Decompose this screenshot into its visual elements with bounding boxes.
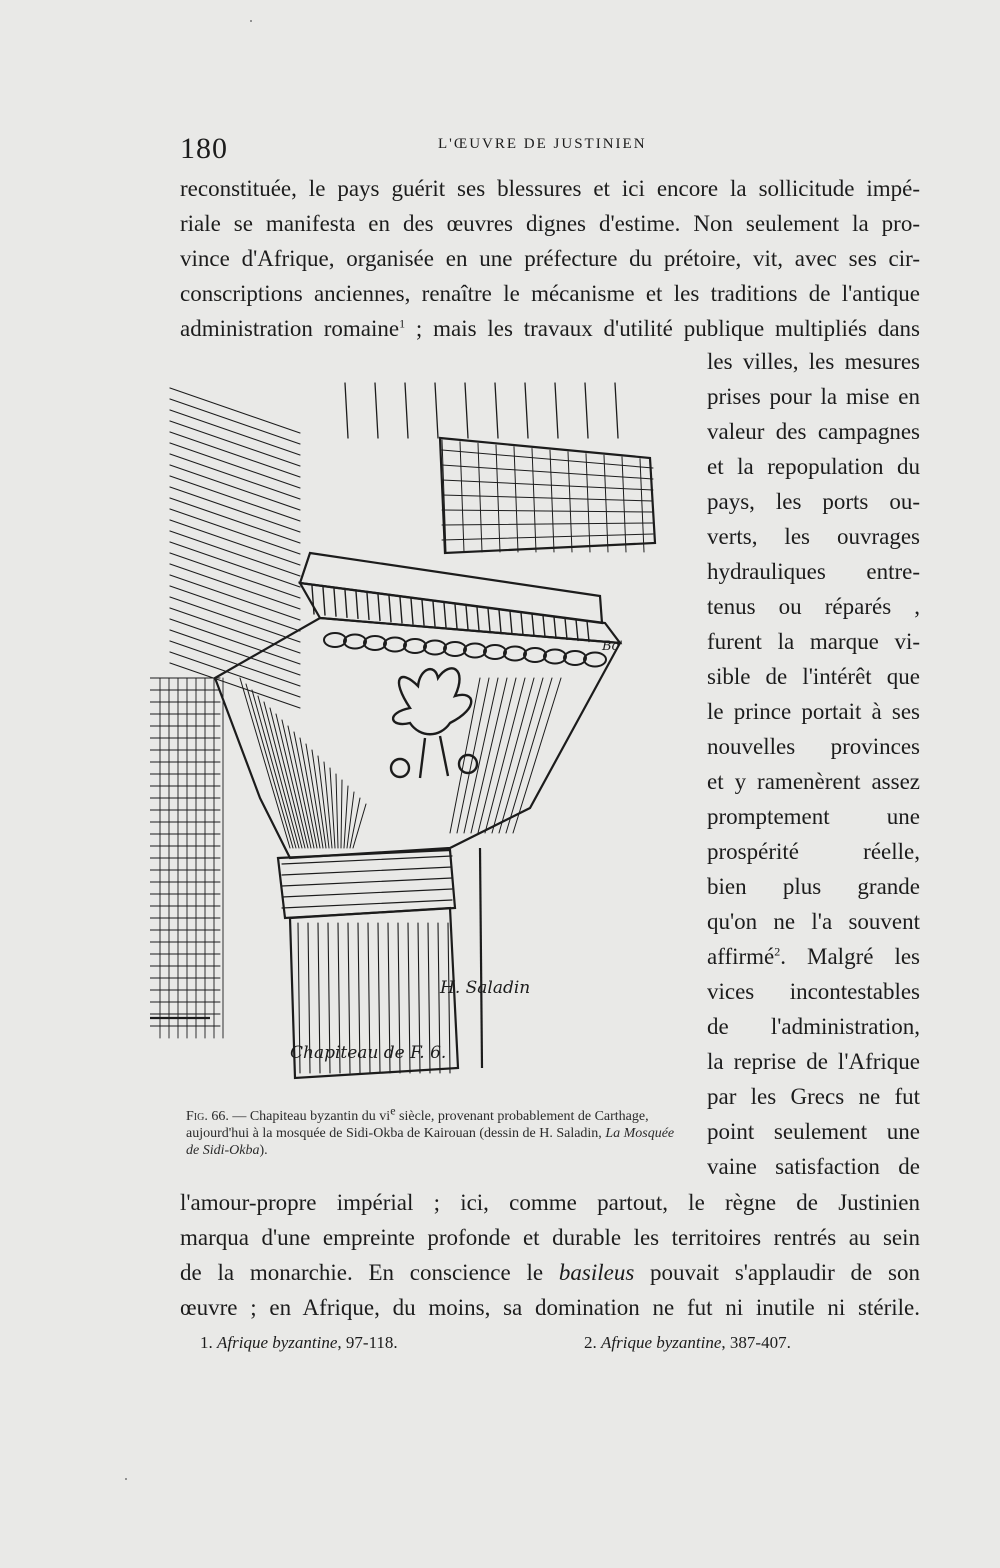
ceiling-stroke: [525, 383, 528, 438]
impost-fringe: [576, 620, 578, 641]
braid-loop: [464, 644, 486, 658]
wall-hatch-line: [170, 597, 300, 642]
body-line: œuvre ; en Afrique, du moins, sa domination ne fut ni inutile ni stérile.: [180, 1295, 920, 1320]
footnote-ref: 1: [399, 316, 406, 331]
body-line-with-note: [180, 312, 920, 346]
caption-italic-title: La Mosquée de Sidi-Okba: [186, 1126, 675, 1158]
braid-loop: [524, 648, 546, 662]
braid-loop: [424, 641, 446, 655]
astragal-line: [282, 900, 452, 908]
side-line: bien plus grande: [707, 874, 920, 899]
side-line: promptement une: [707, 804, 920, 829]
braid-loop: [404, 639, 426, 653]
wall-hatch-line: [170, 531, 300, 576]
wall-hatch-line: [170, 608, 300, 653]
caption-text: siècle, provenant probablement de Carthage, aujourd'hui à la mosquée de Sidi-Okba de Kairouan (dessin de H. Saladin,: [186, 1109, 649, 1141]
beam-grid-line: [478, 443, 482, 552]
body-text: affirmé: [707, 944, 775, 969]
impost-fringe: [444, 603, 446, 627]
ceiling-stroke: [435, 383, 438, 438]
basket-hatch: [246, 684, 293, 848]
side-line: verts, les ouvrages: [707, 524, 920, 549]
wall-hatch-line: [170, 586, 300, 631]
basket-hatch: [306, 744, 323, 848]
footnote-number: 2.: [584, 1333, 601, 1352]
figure-caption: [186, 1103, 686, 1159]
wall-hatch-line: [170, 399, 300, 444]
impost-fringe: [400, 597, 402, 623]
impost-fringe: [543, 615, 545, 637]
italic-term: basileus: [558, 1260, 635, 1285]
side-line: le prince portait à ses: [707, 699, 920, 724]
beam-grid-line: [442, 495, 653, 501]
impost-fringe: [367, 593, 369, 620]
footnote-title: Afrique byzantine: [217, 1333, 338, 1352]
capital-illustration: [150, 378, 685, 1103]
side-line: prises pour la mise en: [707, 384, 920, 409]
ceiling-stroke: [405, 383, 408, 438]
wall-hatch-line: [170, 509, 300, 554]
impost-fringe: [565, 618, 567, 639]
side-line: valeur des campagnes: [707, 419, 920, 444]
side-line: nouvelles provinces: [707, 734, 920, 759]
wall-hatch-line: [170, 663, 300, 708]
shaft-edge-line: [480, 848, 482, 1068]
wall-hatch-line: [170, 542, 300, 587]
wall-hatch-line: [170, 454, 300, 499]
wall-hatch-line: [170, 641, 300, 686]
body-line: riale se manifesta en des œuvres dignes d'estime. Non seulement la pro-: [180, 211, 920, 236]
wall-hatch-line: [170, 410, 300, 455]
wall-hatch-line: [170, 487, 300, 532]
body-line: conscriptions anciennes, renaître le mécanisme et les traditions de l'antique: [180, 281, 920, 306]
basket-hatch: [336, 774, 338, 848]
basket-hatch: [499, 678, 543, 833]
footnote-title: Afrique byzantine: [601, 1333, 722, 1352]
side-line: hydrauliques entre-: [707, 559, 920, 584]
braid-loop: [344, 635, 366, 649]
astragal-line: [282, 878, 452, 886]
ceiling-stroke: [495, 383, 498, 438]
shaft-flute: [448, 923, 450, 1073]
impost-fringe: [499, 610, 501, 633]
wall-hatch-line: [170, 432, 300, 477]
ceiling-stroke: [585, 383, 588, 438]
impost-fringe: [345, 590, 347, 617]
braid-loop: [504, 647, 526, 661]
body-line-italic-word: [180, 1256, 920, 1290]
braid-loop: [324, 633, 346, 647]
beam-grid-line: [442, 465, 653, 479]
wall-hatch-line: [170, 564, 300, 609]
side-line: de l'administration,: [707, 1014, 920, 1039]
wall-hatch-line: [170, 465, 300, 510]
beam-grid-line: [640, 459, 644, 552]
side-line: vices incontestables: [707, 979, 920, 1004]
footnote-pages: , 387-407.: [721, 1333, 791, 1352]
beam-grid-line: [442, 450, 653, 468]
title-inscription: Chapiteau de F. 6.: [290, 1043, 447, 1063]
body-text: . Malgré les: [780, 944, 920, 969]
basket-hatch: [341, 780, 342, 848]
braid-loop: [544, 650, 566, 664]
running-title: L'ŒUVRE DE JUSTINIEN: [438, 136, 647, 152]
side-line: pays, les ports ou-: [707, 489, 920, 514]
body-line: reconstituée, le pays guérit ses blessures et ici encore la sollicitude impé-: [180, 176, 920, 201]
footnote-pages: , 97-118.: [337, 1333, 398, 1352]
wall-hatch-line: [170, 476, 300, 521]
ceiling-stroke: [555, 383, 558, 438]
impost-fringe: [378, 594, 380, 620]
astragal-line: [282, 889, 452, 897]
basket-hatch: [347, 792, 354, 848]
ceiling-stroke: [465, 383, 468, 438]
impost-fringe: [466, 606, 468, 630]
footnote-ref: 2: [774, 944, 781, 959]
caption-text: ).: [259, 1143, 268, 1158]
side-line: point seulement une: [707, 1119, 920, 1144]
wall-hatch-line: [170, 388, 300, 433]
side-line: qu'on ne l'a souvent: [707, 909, 920, 934]
side-line: la reprise de l'Afrique: [707, 1049, 920, 1074]
figure-capital-drawing: [150, 378, 685, 1103]
impost-fringe: [510, 611, 512, 634]
beam-grid-line: [442, 523, 653, 525]
footnote-2: [584, 1333, 791, 1353]
caption-superscript: e: [390, 1103, 396, 1118]
impost-fringe: [488, 608, 490, 631]
capital-basket-outline: [215, 618, 620, 858]
impost-fringe: [334, 589, 336, 616]
impost-fringe: [356, 592, 358, 619]
side-line-with-note: [707, 940, 920, 974]
impost-fringe: [477, 607, 479, 631]
impost-fringe: [587, 621, 589, 642]
beam-grid-line: [568, 452, 572, 552]
side-line: les villes, les mesures: [707, 349, 920, 374]
wall-hatch-line: [170, 575, 300, 620]
braid-loop: [564, 651, 586, 665]
wall-hatch-line: [170, 520, 300, 565]
body-text: pouvait s'applaudir de son: [634, 1260, 921, 1285]
beam-grid-line: [604, 455, 608, 552]
braid-loop: [384, 638, 406, 652]
ceiling-stroke: [615, 383, 618, 438]
footnote-1: [200, 1333, 398, 1353]
wall-hatch-line: [170, 630, 300, 675]
basket-hatch: [471, 678, 507, 833]
body-text: de la monarchie. En conscience le: [180, 1260, 559, 1285]
page-number: 180: [180, 132, 228, 165]
wall-hatch-line: [170, 421, 300, 466]
caption-label: Fig. 66.: [186, 1109, 229, 1124]
side-line: vaine satisfaction de: [707, 1154, 920, 1179]
side-line: prospérité réelle,: [707, 839, 920, 864]
beam-grid-line: [460, 442, 464, 552]
body-line: vince d'Afrique, organisée en une préfecture du prétoire, vit, avec ses cir-: [180, 246, 920, 271]
braid-loop: [584, 653, 606, 667]
beam-grid-line: [442, 534, 653, 540]
paper-speck: [125, 1478, 127, 1480]
signature-inscription: H. Saladin: [440, 978, 531, 998]
body-text: administration romaine: [180, 316, 400, 341]
wall-hatch-line: [170, 443, 300, 488]
side-line: par les Grecs ne fut: [707, 1084, 920, 1109]
caption-text: — Chapiteau byzantin du vi: [228, 1109, 391, 1124]
body-line: marqua d'une empreinte profonde et durable les territoires rentrés au sein: [180, 1225, 920, 1250]
side-line: furent la marque vi-: [707, 629, 920, 654]
impost-fringe: [312, 586, 314, 614]
basket-hatch: [485, 678, 525, 833]
impost-fringe: [422, 600, 424, 625]
side-line: tenus ou réparés ,: [707, 594, 920, 619]
impost-fringe: [554, 617, 556, 638]
ceiling-stroke: [375, 383, 378, 438]
beam-grid-line: [442, 480, 653, 490]
ceiling-stroke: [345, 383, 348, 438]
braid-loop: [484, 645, 506, 659]
footnote-number: 1.: [200, 1333, 217, 1352]
impost-fringe: [521, 613, 523, 635]
beam-grid-line: [514, 447, 518, 552]
side-line: et la repopulation du: [707, 454, 920, 479]
wall-hatch-line: [170, 553, 300, 598]
page-header: [180, 128, 920, 168]
paper-speck: [250, 20, 252, 22]
astragal-line: [282, 867, 452, 875]
impost-fringe: [389, 596, 391, 622]
corner-inscription: Bo': [602, 639, 623, 654]
impost-fringe: [532, 614, 534, 636]
body-line: l'amour-propre impérial ; ici, comme partout, le règne de Justinien: [180, 1190, 920, 1215]
beam-grid-line: [442, 510, 653, 512]
basket-hatch: [258, 696, 299, 848]
beam-grid-line: [496, 445, 500, 552]
impost-fringe: [433, 601, 435, 626]
braid-loop: [444, 642, 466, 656]
basket-hatch: [353, 804, 366, 848]
body-text: ; mais les travaux d'utilité publique multipliés dans: [405, 316, 920, 341]
side-line: sible de l'intérêt que: [707, 664, 920, 689]
impost-fringe: [411, 599, 413, 624]
side-line: et y ramenèrent assez: [707, 769, 920, 794]
braid-loop: [364, 636, 386, 650]
beam-grid-line: [532, 449, 536, 553]
basket-hatch: [513, 678, 561, 833]
basket-hatch: [344, 786, 348, 848]
wall-hatch-line: [170, 498, 300, 543]
beam-grid-line: [622, 457, 626, 552]
beam-grid-line: [586, 454, 590, 552]
impost-fringe: [455, 604, 457, 628]
impost-fringe: [323, 587, 325, 615]
